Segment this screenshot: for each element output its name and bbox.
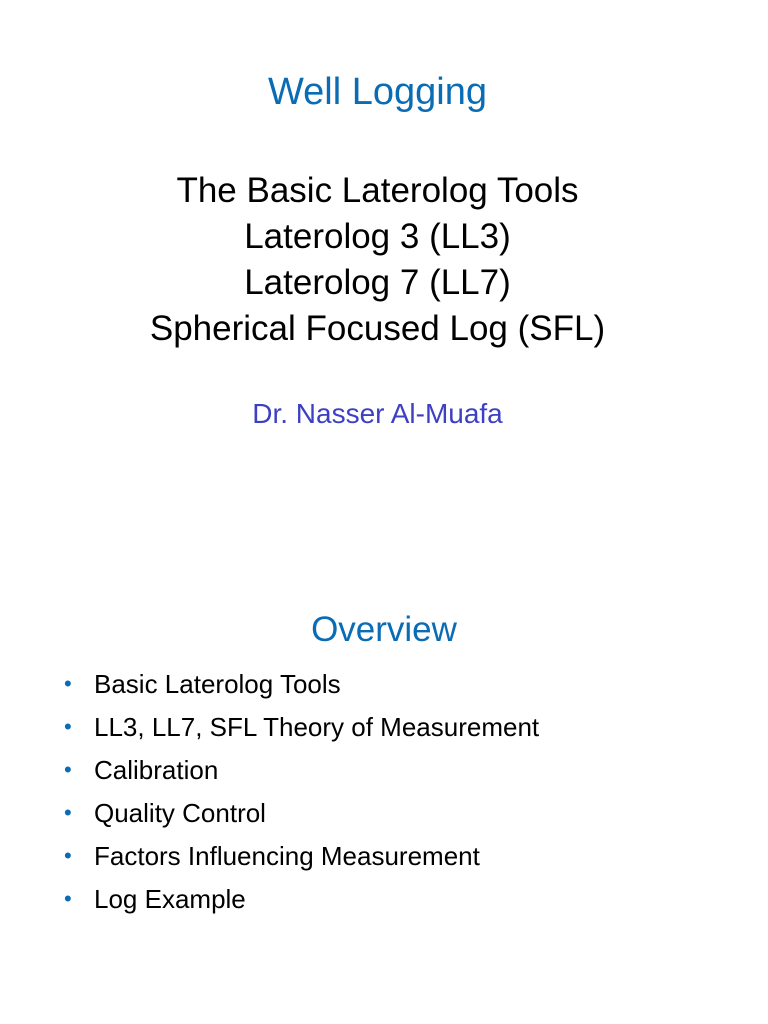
slide-title: Well Logging	[267, 71, 487, 113]
subtitle-line: Spherical Focused Log (SFL)	[149, 309, 606, 348]
overview-slide	[0, 512, 768, 1024]
bullet-item	[64, 750, 539, 793]
subtitle-line: Laterolog 7 (LL7)	[244, 263, 511, 302]
bullet-icon: •	[64, 757, 72, 782]
bullet-item	[64, 793, 539, 836]
subtitle-line: The Basic Laterolog Tools	[176, 171, 579, 210]
bullet-text: Basic Laterolog Tools	[94, 669, 341, 699]
bullet-icon: •	[64, 886, 72, 911]
author-name: Dr. Nasser Al-Muafa	[252, 398, 503, 429]
bullet-item	[64, 664, 539, 707]
bullet-icon: •	[64, 843, 72, 868]
overview-bullet-list	[64, 664, 539, 922]
subtitle-block	[0, 168, 755, 352]
bullet-text: Calibration	[94, 755, 219, 785]
bullet-text: Log Example	[94, 884, 246, 914]
bullet-icon: •	[64, 800, 72, 825]
bullet-icon: •	[64, 671, 72, 696]
bullet-icon: •	[64, 714, 72, 739]
bullet-text: Quality Control	[94, 798, 266, 828]
subtitle-line: Laterolog 3 (LL3)	[244, 217, 511, 256]
overview-title: Overview	[311, 610, 457, 649]
bullet-item	[64, 836, 539, 879]
bullet-text: Factors Influencing Measurement	[94, 841, 480, 871]
bullet-item	[64, 879, 539, 922]
bullet-text: LL3, LL7, SFL Theory of Measurement	[94, 712, 540, 742]
bullet-item	[64, 707, 539, 750]
